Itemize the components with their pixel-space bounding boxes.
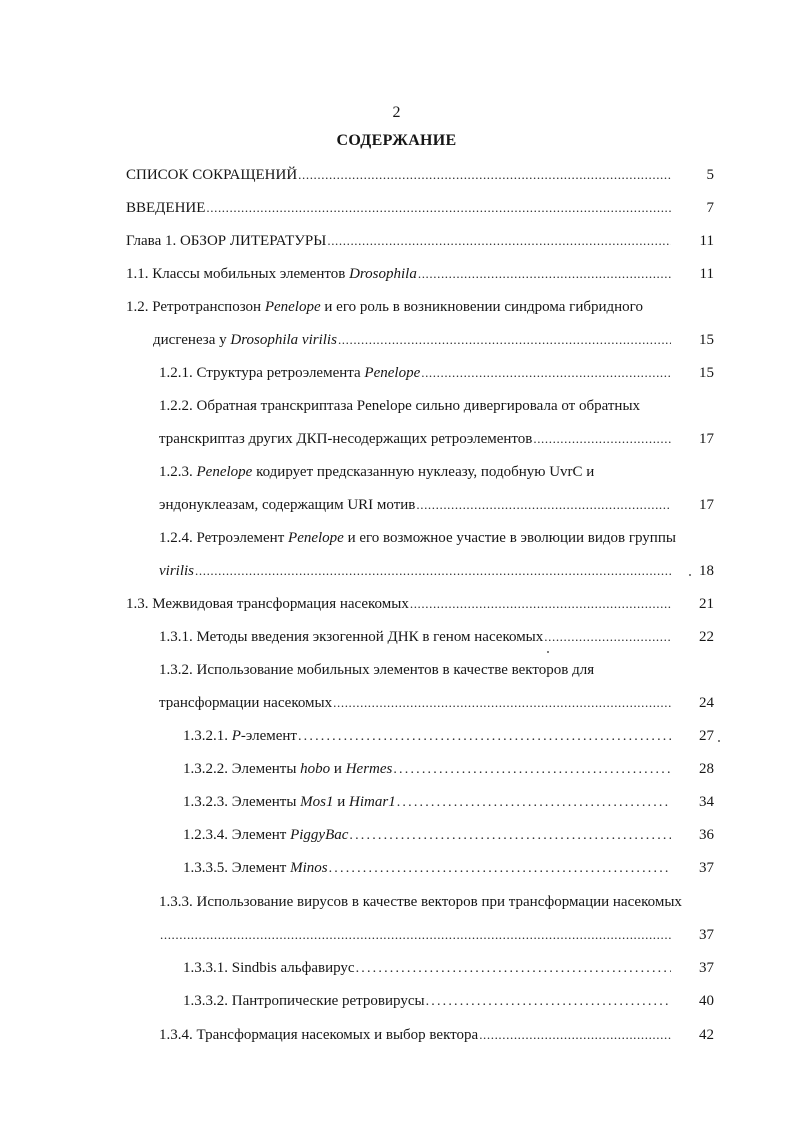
toc-title-part-italic: virilis (159, 563, 195, 579)
toc-title-part: транскриптаз других ДКП-несодержащих ретроэлементов (159, 431, 533, 447)
scan-speck (689, 574, 691, 576)
toc-title-part: ВВЕДЕНИЕ (126, 200, 206, 216)
toc-entry-title (183, 758, 392, 780)
toc-title-part: и (333, 794, 350, 810)
toc-entry[interactable] (183, 824, 714, 846)
toc-title-part: 1.3.2.3. Элементы (183, 794, 301, 810)
toc-entry[interactable] (126, 296, 714, 318)
dot-leader (298, 164, 671, 186)
toc-title-part-italic: Penelope (264, 299, 321, 315)
toc-entry[interactable] (159, 659, 714, 681)
toc-entry-title (183, 990, 425, 1012)
toc-entry[interactable] (183, 857, 714, 879)
toc-title-part: и (330, 761, 346, 777)
toc-page-number: 21 (699, 596, 714, 612)
toc-page-number: 5 (706, 167, 714, 183)
toc-entry[interactable] (159, 395, 714, 417)
toc-entry[interactable] (159, 428, 714, 450)
toc-title-part-italic: Mos1 (300, 794, 334, 810)
toc-page-number: 15 (699, 365, 714, 381)
toc-entry[interactable] (159, 461, 714, 483)
toc-entry[interactable] (183, 957, 714, 979)
toc-title-part: 1.1. Классы мобильных элементов (126, 266, 350, 282)
toc-title-part-italic: Hermes (345, 761, 393, 777)
dot-leader (327, 230, 671, 252)
toc-entry-title (183, 725, 297, 747)
toc-title-part: эндонуклеазам, содержащим URI мотив (159, 497, 416, 513)
toc-entry[interactable] (159, 362, 714, 384)
toc-title-part-italic: Penelope (288, 530, 344, 546)
toc-title-part: 1.3.1. Методы введения экзогенной ДНК в геном насекомых (159, 629, 544, 645)
toc-title-part: 1.3.3.5. Элемент (183, 860, 291, 876)
toc-title-part-italic: P (231, 728, 241, 744)
dot-leader (416, 494, 671, 516)
toc-entry-title (159, 494, 415, 516)
toc-entry[interactable] (153, 329, 714, 351)
toc-entry-title (159, 362, 420, 384)
toc-title-part: 1.3.3. Использование вирусов в качестве векторов при трансформации насекомых (159, 894, 682, 910)
toc-entry[interactable] (159, 692, 714, 714)
toc-entry[interactable] (183, 791, 714, 813)
toc-entry[interactable] (126, 263, 714, 285)
toc-entry-title (183, 824, 348, 846)
toc-title-part: Глава 1. ОБЗОР ЛИТЕРАТУРЫ (126, 233, 327, 249)
toc-entry[interactable] (126, 230, 714, 252)
dot-leader (298, 726, 671, 748)
toc-title-part: 1.2.4. Ретроэлемент (159, 530, 289, 546)
toc-entry-title (126, 593, 409, 615)
toc-page-number: 18 (699, 563, 714, 579)
dot-leader (160, 924, 671, 946)
toc-title-part: кодирует предсказанную нуклеазу, подобную UvrC и (252, 464, 595, 480)
scan-speck (547, 651, 549, 653)
dot-leader (426, 991, 671, 1013)
dot-leader (356, 958, 671, 980)
dot-leader (338, 329, 671, 351)
toc-title-part: трансформации насекомых (159, 695, 333, 711)
dot-leader (533, 428, 671, 450)
toc-entry-title (126, 230, 326, 252)
toc-entry[interactable] (183, 990, 714, 1012)
toc-page-number: 40 (699, 993, 714, 1009)
toc-entry[interactable] (126, 197, 714, 219)
toc-page-number: 17 (699, 497, 714, 513)
toc-title-part: и его возможное участие в эволюции видов группы (343, 530, 676, 546)
scan-speck (718, 740, 720, 742)
toc-title-part-italic: Drosophila (349, 266, 417, 282)
toc-page-number: 27 (699, 728, 714, 744)
toc-title-part-italic: Penelope (364, 365, 421, 381)
toc-page-number: 11 (699, 233, 714, 249)
toc-entry[interactable] (126, 593, 714, 615)
toc-entry[interactable] (159, 527, 714, 549)
toc-title-part: 1.2.2. Обратная транскриптаза Penelope сильно дивергировала от обратных (159, 398, 641, 414)
toc-page-number: 15 (699, 332, 714, 348)
toc-entry[interactable] (159, 560, 714, 582)
toc-entry-title (126, 164, 297, 186)
toc-entry-title (159, 560, 194, 582)
toc-title-part-italic: PiggyBac (290, 827, 349, 843)
dot-leader (418, 263, 671, 285)
toc-title-part: 1.2.3.4. Элемент (183, 827, 291, 843)
dot-leader (479, 1024, 671, 1046)
toc-title-part-italic: Drosophila virilis (230, 332, 337, 348)
toc-entry-title (126, 263, 417, 285)
toc-page-number: 37 (699, 860, 714, 876)
toc-title-part: 1.3.2.1. (183, 728, 232, 744)
toc-page-number: 11 (699, 266, 714, 282)
toc-entry[interactable] (159, 626, 714, 648)
toc-page-number: 36 (699, 827, 714, 843)
toc-title-part: 1.3.3.2. Пантропические ретровирусы (183, 993, 425, 1009)
page-number: 2 (392, 104, 401, 121)
toc-page-number: 42 (699, 1027, 714, 1043)
dot-leader (393, 759, 671, 781)
toc-title-part: -элемент (240, 728, 297, 744)
toc-title-part-italic: Minos (290, 860, 328, 876)
toc-page-number: 28 (699, 761, 714, 777)
toc-entry[interactable] (183, 758, 714, 780)
toc-entry-title (159, 428, 532, 450)
toc-entry-title (183, 791, 396, 813)
toc-heading: СОДЕРЖАНИЕ (336, 132, 457, 149)
toc-title-part: 1.2. Ретротранспозон (126, 299, 265, 315)
toc-page-number: 22 (699, 629, 714, 645)
toc-page-number: 37 (699, 927, 714, 943)
toc-entry[interactable] (159, 494, 714, 516)
toc-title-part: дисгенеза у (153, 332, 231, 348)
dot-leader (397, 792, 671, 814)
toc-entry-title (159, 626, 543, 648)
dot-leader (333, 692, 671, 714)
toc-title-part: 1.2.3. (159, 464, 197, 480)
toc-title-part: 1.3.2.2. Элементы (183, 761, 301, 777)
dot-leader (544, 626, 671, 648)
toc-title-part-italic: Himar1 (349, 794, 396, 810)
dot-leader (206, 197, 671, 219)
toc-entry[interactable] (126, 164, 714, 186)
toc-entry-title (159, 1024, 478, 1046)
toc-title-part: 1.3.4. Трансформация насекомых и выбор вектора (159, 1027, 479, 1043)
toc-page-number: 34 (699, 794, 714, 810)
dot-leader (349, 825, 671, 847)
dot-leader (195, 560, 671, 582)
toc-title-part: и его роль в возникновении синдрома гибридного (320, 299, 643, 315)
toc-entry[interactable] (159, 891, 714, 913)
toc-entry[interactable] (159, 924, 714, 946)
toc-title-part: 1.3. Межвидовая трансформация насекомых (126, 596, 409, 612)
dot-leader (410, 593, 671, 615)
toc-title-part-italic: Penelope (196, 464, 253, 480)
toc-page-number: 7 (706, 200, 714, 216)
toc-entry-title (183, 957, 355, 979)
toc-entry-title (159, 692, 332, 714)
toc-title-part: 1.3.2. Использование мобильных элементов в качестве векторов для (159, 662, 595, 678)
dot-leader (329, 858, 671, 880)
toc-title-part: 1.2.1. Структура ретроэлемента (159, 365, 365, 381)
toc-entry-title (153, 329, 337, 351)
toc-page-number: 24 (699, 695, 714, 711)
toc-title-part-italic: hobo (300, 761, 331, 777)
toc-page-number: 17 (699, 431, 714, 447)
dot-leader (421, 362, 671, 384)
toc-entry-title (183, 857, 328, 879)
toc-entry-title (126, 197, 205, 219)
toc-page-number: 37 (699, 960, 714, 976)
toc-entry[interactable] (183, 725, 714, 747)
toc-entry[interactable] (159, 1024, 714, 1046)
toc-title-part: 1.3.3.1. Sindbis альфавирус (183, 960, 355, 976)
toc-title-part: СПИСОК СОКРАЩЕНИЙ (126, 167, 298, 183)
